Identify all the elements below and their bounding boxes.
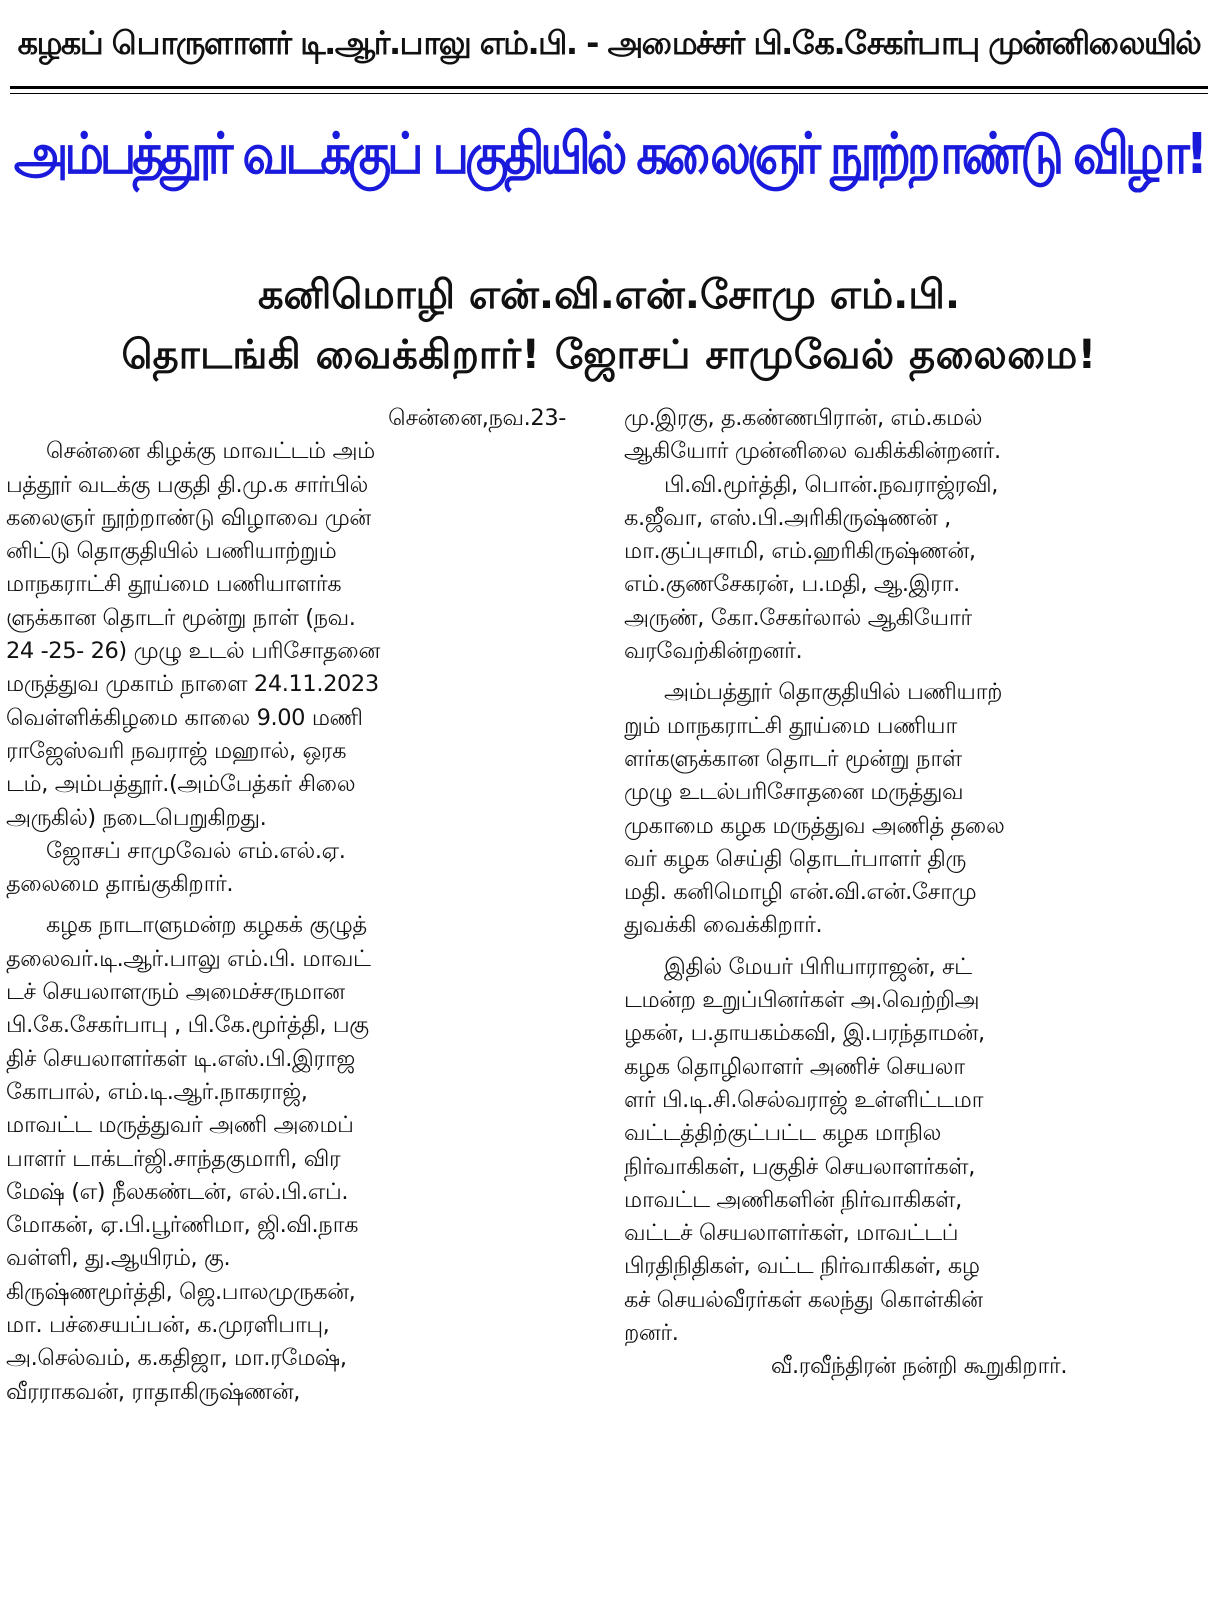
paragraph-line: வர் கழக செய்தி தொடர்பாளர் திரு — [624, 845, 966, 872]
paragraph-line: றும் மாநகராட்சி தூய்மை பணியா — [624, 712, 957, 739]
paragraph-line: அருகில்) நடைபெறுகிறது. — [6, 804, 267, 831]
paragraph-line: ளுக்கான தொடர் மூன்று நாள் (நவ. — [6, 604, 356, 631]
paragraph-line: மா.குப்புசாமி, எம்.ஹரிகிருஷ்ணன், — [624, 538, 976, 565]
paragraph-line: திச் செயலாளர்கள் டி.எஸ்.பி.இராஜ — [6, 1045, 355, 1072]
paragraph-line: தலைமை தாங்குகிறார். — [6, 871, 234, 898]
paragraph-line: வரவேற்கின்றனர். — [624, 638, 803, 665]
right-column — [624, 402, 1214, 1384]
paragraph-line: மாவட்ட அணிகளின் நிர்வாகிகள், — [624, 1186, 962, 1213]
paragraph-line: ழகன், ப.தாயகம்கவி, இ.பரந்தாமன், — [624, 1020, 985, 1047]
top-rule-thin — [10, 93, 1208, 94]
paragraph-gap — [6, 901, 596, 909]
paragraph-line: ராஜேஸ்வரி நவராஜ் மஹால், ஒரக — [6, 737, 347, 764]
paragraph-gap — [624, 943, 1214, 951]
paragraph-line: பி.கே.சேகர்பாபு , பி.கே.மூர்த்தி, பகு — [6, 1012, 369, 1039]
subheadline-1: கனிமொழி என்.வி.என்.சோமு எம்.பி. — [257, 272, 961, 318]
paragraph-line: பாளர் டாக்டர்ஜி.சாந்தகுமாரி, விர — [6, 1145, 341, 1172]
paragraph-line: மேஷ் (எ) நீலகண்டன், எல்.பி.எப். — [6, 1178, 349, 1205]
paragraph-line: றனர். — [624, 1320, 679, 1347]
paragraph-line: 24 -25- 26) முழு உடல் பரிசோதனை — [6, 638, 380, 665]
kicker-line: கழகப் பொருளாளர் டி.ஆர்.பாலு எம்.பி. - அமைச்சர் பி.கே.சேகர்பாபு முன்னிலையில் — [17, 24, 1201, 62]
paragraph-line: வெள்ளிக்கிழமை காலை 9.00 மணி — [6, 704, 363, 731]
paragraph-line: மருத்துவ முகாம் நாளை 24.11.2023 — [6, 671, 379, 698]
paragraph-line: முழு உடல்பரிசோதனை மருத்துவ — [624, 779, 964, 806]
paragraph-line: கழக நாடாளுமன்ற கழகக் குழுத் — [46, 912, 367, 939]
paragraph-line: வள்ளி, து.ஆயிரம், கு. — [6, 1245, 231, 1272]
paragraph-line: ஜோசப் சாமுவேல் எம்.எல்.ஏ. — [46, 837, 346, 864]
paragraph-line: பத்தூர் வடக்கு பகுதி தி.மு.க சார்பில் — [6, 471, 368, 498]
top-rule — [10, 86, 1208, 89]
closing-line: வீ.ரவீந்திரன் நன்றி கூறுகிறார். — [770, 1353, 1068, 1380]
paragraph-line: மு.இரகு, த.கண்ணபிரான், எம்.கமல் — [624, 405, 983, 431]
paragraph-line: வீரராகவன், ராதாகிருஷ்ணன், — [6, 1378, 301, 1405]
paragraph-line: எம்.குணசேகரன், ப.மதி, ஆ.இரா. — [624, 571, 960, 598]
paragraph-line: அ.செல்வம், க.கதிஜா, மா.ரமேஷ், — [6, 1345, 347, 1372]
paragraph-line: துவக்கி வைக்கிறார். — [624, 912, 823, 939]
left-column — [6, 402, 596, 1409]
paragraph-line: மா. பச்சையப்பன், க.முரளிபாபு, — [6, 1312, 330, 1339]
paragraph-line: டம், அம்பத்தூர்.(அம்பேத்கர் சிலை — [6, 771, 356, 798]
paragraph-line: அருண், கோ.சேகர்லால் ஆகியோர் — [624, 604, 972, 631]
paragraph-line: னிட்டு தொகுதியில் பணியாற்றும் — [6, 538, 337, 565]
paragraph-line: கோபால், எம்.டி.ஆர்.நாகராஜ், — [6, 1078, 308, 1105]
paragraph-line: மாநகராட்சி தூய்மை பணியாளர்க — [6, 571, 342, 598]
paragraph-line: வட்டச் செயலாளர்கள், மாவட்டப் — [624, 1220, 959, 1247]
paragraph-line: டமன்ற உறுப்பினர்கள் அ.வெற்றிஅ — [624, 987, 980, 1014]
paragraph-line: க.ஜீவா, எஸ்.பி.அரிகிருஷ்ணன் , — [624, 504, 951, 531]
paragraph-line: டச் செயலாளரும் அமைச்சருமான — [6, 979, 345, 1006]
subheadline-2: தொடங்கி வைக்கிறார்! ஜோசப் சாமுவேல் தலைமை! — [121, 332, 1097, 378]
paragraph-line: ஆகியோர் முன்னிலை வகிக்கின்றனர். — [624, 438, 1001, 465]
paragraph-line: கலைஞர் நூற்றாண்டு விழாவை முன் — [6, 504, 371, 531]
paragraph-line: கிருஷ்ணமூர்த்தி, ஜெ.பாலமுருகன், — [6, 1278, 356, 1305]
paragraph-line: கச் செயல்வீரர்கள் கலந்து கொள்கின் — [624, 1286, 983, 1313]
paragraph-line: முகாமை கழக மருத்துவ அணித் தலை — [624, 812, 1005, 839]
paragraph-line: பி.வி.மூர்த்தி, பொன்.நவராஜ்ரவி, — [664, 471, 998, 498]
paragraph-line: சென்னை கிழக்கு மாவட்டம் அம் — [46, 438, 375, 465]
paragraph-line: தலைவர்.டி.ஆர்.பாலு எம்.பி. மாவட் — [6, 945, 371, 972]
dateline: சென்னை,நவ.23- — [388, 405, 566, 431]
paragraph-line: அம்பத்தூர் தொகுதியில் பணியாற் — [664, 679, 1003, 706]
paragraph-gap — [624, 668, 1214, 676]
paragraph-line: ளர்களுக்கான தொடர் மூன்று நாள் — [624, 745, 962, 772]
paragraph-line: இதில் மேயர் பிரியாராஜன், சட் — [664, 953, 972, 980]
paragraph-line: மதி. கனிமொழி என்.வி.என்.சோமு — [624, 879, 977, 906]
paragraph-line: ளர் பி.டி.சி.செல்வராஜ் உள்ளிட்டமா — [624, 1086, 984, 1113]
paragraph-line: மாவட்ட மருத்துவர் அணி அமைப் — [6, 1112, 354, 1139]
paragraph-line: கழக தொழிலாளர் அணிச் செயலா — [624, 1053, 965, 1080]
paragraph-line: வட்டத்திற்குட்பட்ட கழக மாநில — [624, 1120, 941, 1147]
headline: அம்பத்தூர் வடக்குப் பகுதியில் கலைஞர் நூற்றாண்டு விழா! — [13, 121, 1205, 187]
paragraph-line: மோகன், ஏ.பி.பூர்ணிமா, ஜி.வி.நாக — [6, 1212, 359, 1239]
paragraph-line: நிர்வாகிகள், பகுதிச் செயலாளர்கள், — [624, 1153, 975, 1180]
paragraph-line: பிரதிநிதிகள், வட்ட நிர்வாகிகள், கழ — [624, 1253, 980, 1280]
